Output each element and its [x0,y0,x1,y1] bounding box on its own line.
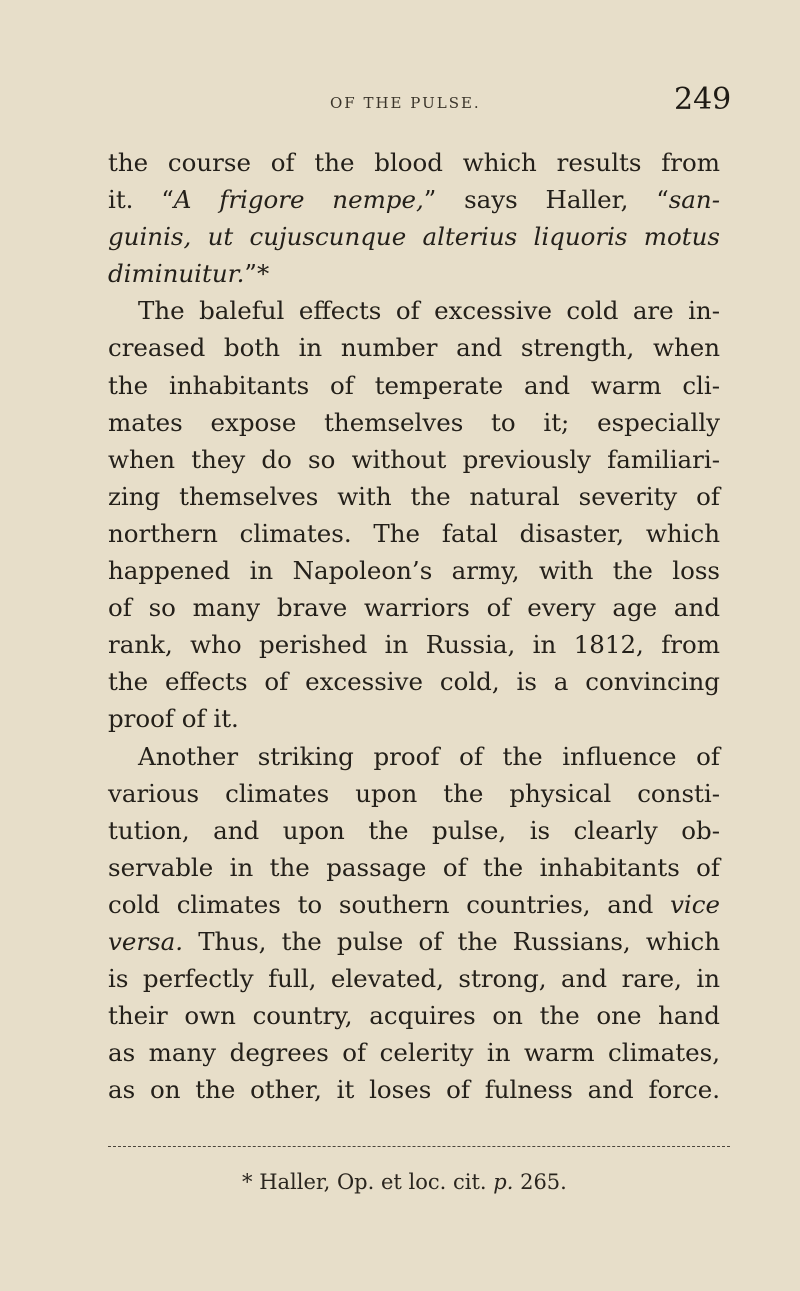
text-line: rank, who perished in Russia, in 1812, from [108,630,720,660]
latin-phrase: versa. [108,926,184,956]
text-line: as many degrees of celerity in warm climates, [108,1038,720,1068]
paragraph-1 [108,144,720,292]
text-line: creased both in number and strength, when [108,333,720,363]
text-line: tution, and upon the pulse, is clearly ob- [108,815,720,845]
text-line: The baleful effects of excessive cold are in- [138,296,720,326]
page-number: 249 [674,82,732,117]
footnote-page-abbrev: p. [493,1170,514,1194]
text-line [108,218,720,255]
text-line: servable in the passage of the inhabitants of [108,852,720,882]
text-line [108,886,720,923]
footnote-reference: ”* [244,259,270,289]
footnote-rule [108,1146,730,1147]
latin-quote: A frigore nempe, [173,185,424,215]
book-page [12,0,800,1291]
text-line: the effects of excessive cold, is a convincing [108,667,720,697]
text-line: proof of it. [108,704,239,734]
text-line: the inhabitants of temperate and warm cli- [108,370,720,400]
paragraph-3 [108,738,720,775]
latin-quote: san- [668,185,720,215]
body-text [108,144,720,1108]
text-run: Thus, the pulse of the Russians, which [183,926,720,956]
text-line: Another striking proof of the influence of [138,741,720,771]
paragraph-3-continued [108,775,720,1109]
footnote-page-number: 265. [520,1170,567,1194]
page-header [12,82,800,128]
text-line: the course of the blood which results from [108,148,720,177]
paragraph-2-continued [108,329,720,737]
paragraph-2 [108,292,720,329]
text-line: their own country, acquires on the one hand [108,1001,720,1031]
text-line: various climates upon the physical consti- [108,778,720,808]
footnote-marker: * [242,1170,253,1194]
running-head: OF THE PULSE. [330,94,481,112]
text-line [108,255,720,292]
text-line: happened in Napoleon’s army, with the loss [108,556,720,586]
latin-quote: guinis, ut cujuscunque alterius liquoris motus [108,222,720,252]
latin-quote: diminuitur. [108,259,245,289]
text-line: of so many brave warriors of every age and [108,593,720,623]
text-run: cold climates to southern countries, and [108,889,654,919]
text-line [108,181,720,218]
text-line: when they do so without previously familiari- [108,444,720,474]
text-line: mates expose themselves to it; especially [108,407,720,437]
text-line: as on the other, it loses of fulness and force. [108,1075,720,1105]
text-run: it. “ [108,185,174,215]
text-line: is perfectly full, elevated, strong, and rare, in [108,964,720,994]
latin-phrase: vice [670,889,720,919]
text-run: ” says Haller, “ [423,185,669,215]
text-line [108,923,720,960]
text-line: zing themselves with the natural severity of [108,481,720,511]
footnote-text: Haller, Op. et loc. cit. [259,1170,487,1194]
text-line: northern climates. The fatal disaster, which [108,518,720,548]
footnote [242,1170,567,1194]
